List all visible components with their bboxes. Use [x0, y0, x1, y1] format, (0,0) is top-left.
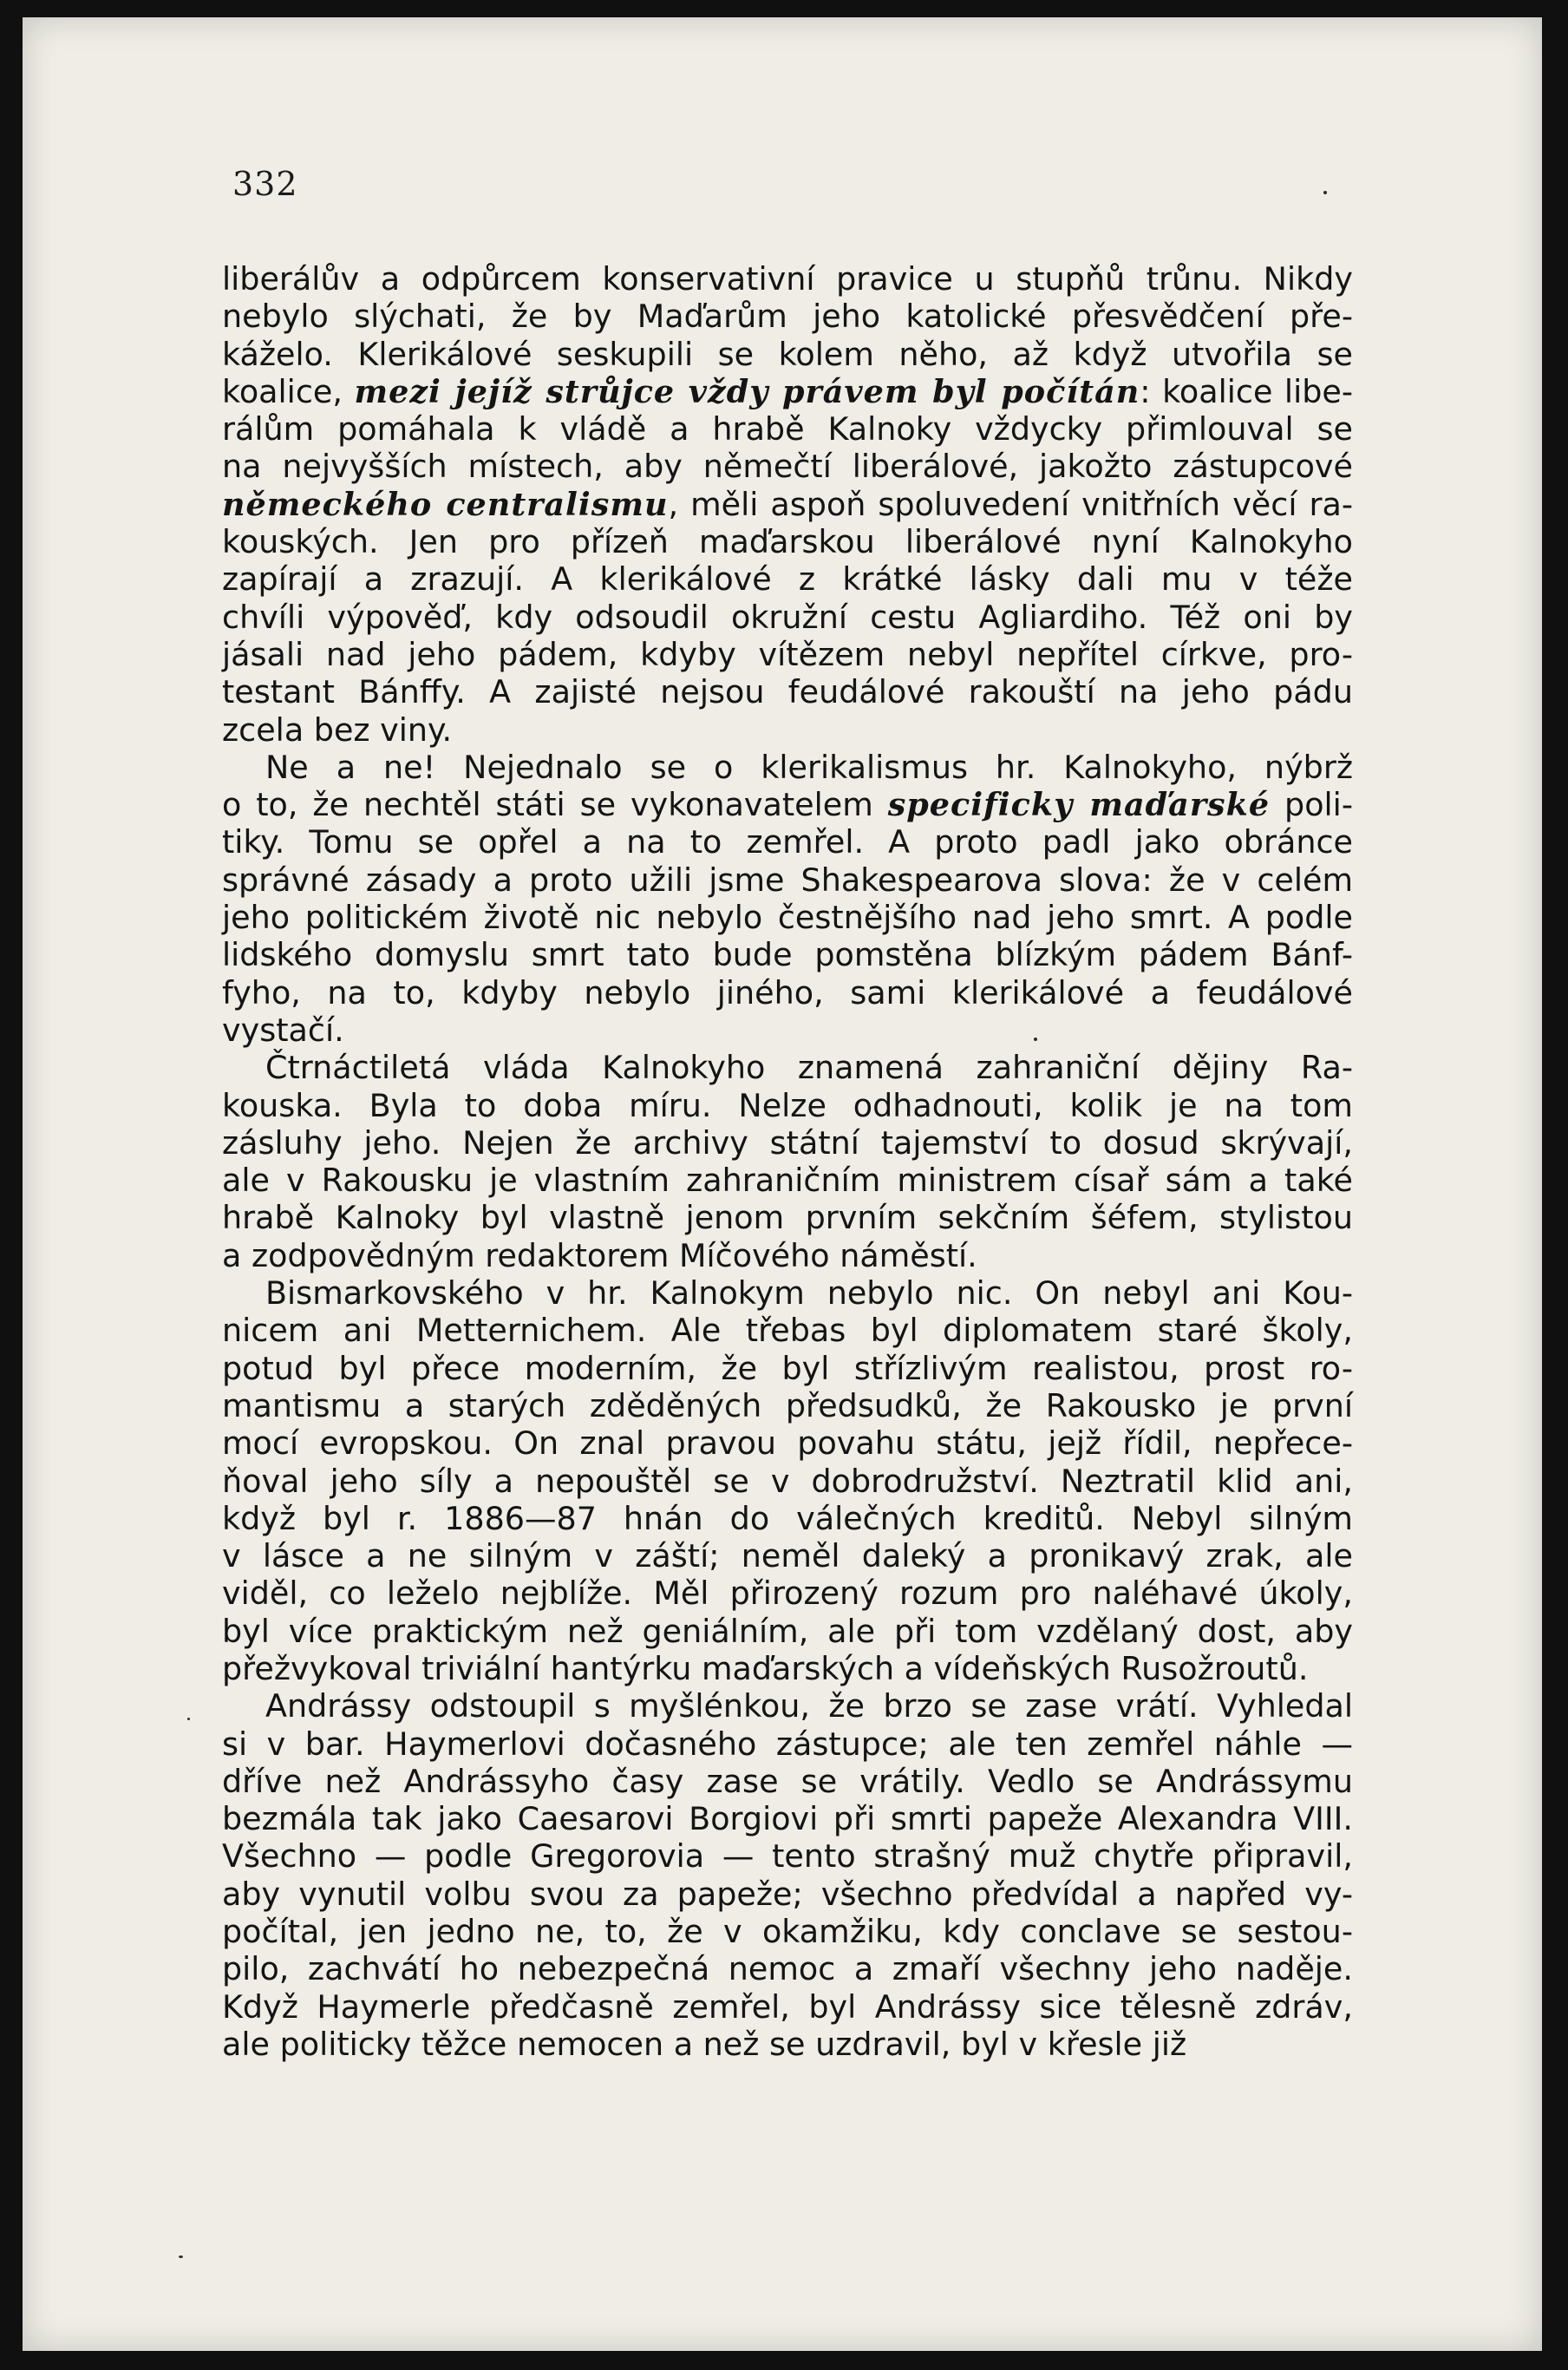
text-segment: : koalice libe- — [1140, 372, 1354, 410]
text-segment: Bismarkovského v hr. Kalnokym nebylo nic. On nebyl ani Kou- — [265, 1274, 1353, 1313]
text-line — [222, 1463, 1353, 1500]
text-segment: poli- — [1270, 786, 1353, 824]
text-segment: jeho politickém životě nic nebylo čestnějšího nad jeho smrt. A podle — [222, 899, 1353, 937]
text-line — [222, 974, 1353, 1012]
text-line — [222, 1350, 1353, 1387]
text-segment: viděl, co leželo nejblíže. Měl přirozený rozum pro naléhavé úkoly, — [222, 1575, 1353, 1613]
text-segment: v lásce a ne silným v záští; neměl daleký a pronikavý zrak, ale — [222, 1537, 1353, 1575]
text-segment: testant Bánffy. A zajisté nejsou feudálové rakouští na jeho pádu — [222, 673, 1353, 711]
paragraph — [222, 260, 1353, 749]
text-segment: chvíli výpověď, kdy odsoudil okružní cestu Agliardiho. Též oni by — [222, 598, 1353, 636]
paragraph — [222, 1274, 1353, 1687]
text-segment: přežvykoval triviální hantýrku maďarských a vídeňských Rusožroutů. — [222, 1649, 1309, 1687]
text-line — [222, 1387, 1353, 1424]
text-line — [222, 673, 1353, 710]
text-line — [222, 1988, 1353, 2026]
text-line — [222, 1424, 1353, 1462]
text-line — [222, 2026, 1353, 2063]
text-line — [222, 1687, 1353, 1725]
text-line — [222, 1049, 1353, 1086]
text-segment: když byl r. 1886—87 hnán do válečných kreditů. Nebyl silným — [222, 1499, 1353, 1537]
text-line — [222, 1237, 1353, 1274]
text-line — [222, 410, 1353, 448]
emphasized-text: mezi jejíž strůjce vždy právem byl počítán — [354, 372, 1140, 410]
text-segment: kouska. Byla to doba míru. Nelze odhadnouti, kolik je na tom — [222, 1086, 1353, 1124]
text-line — [222, 1725, 1353, 1763]
text-line — [222, 373, 1353, 410]
text-line — [222, 899, 1353, 936]
text-line — [222, 1162, 1353, 1199]
text-segment: na nejvyšších místech, aby němečtí liberálové, jakožto zástupcové — [222, 448, 1353, 486]
text-line — [222, 1763, 1353, 1800]
text-line — [222, 1012, 1353, 1049]
body-text — [222, 260, 1353, 2063]
text-segment: mocí evropskou. On znal pravou povahu státu, jejž řídil, nepřece- — [222, 1424, 1353, 1463]
text-segment: byl více praktickým než geniálním, ale při tom vzdělaný dost, aby — [222, 1612, 1353, 1650]
text-segment: potud byl přece moderním, že byl střízlivým realistou, prost ro- — [222, 1349, 1353, 1387]
text-segment: hrabě Kalnoky byl vlastně jenom prvním sekčním šéfem, stylistou — [222, 1199, 1353, 1237]
scan-speck — [179, 2255, 183, 2258]
text-line — [222, 599, 1353, 636]
text-segment: dříve než Andrássyho časy zase se vrátily. Vedlo se Andrássymu — [222, 1762, 1353, 1800]
paragraph — [222, 749, 1353, 1049]
text-line — [222, 1199, 1353, 1236]
scan-speck — [187, 1718, 190, 1720]
text-segment: nicem ani Metternichem. Ale třebas byl diplomatem staré školy, — [222, 1312, 1353, 1350]
paragraph — [222, 1687, 1353, 2063]
text-line — [222, 1876, 1353, 1913]
text-segment: zásluhy jeho. Nejen že archivy státní tajemství to dosud skrývají, — [222, 1123, 1353, 1162]
text-segment: fyho, na to, kdyby nebylo jiného, sami klerikálové a feudálové — [222, 973, 1353, 1012]
text-segment: jásali nad jeho pádem, kdyby vítězem nebyl nepřítel církve, pro- — [222, 635, 1353, 673]
text-segment: , měli aspoň spoluvedení vnitřních věcí ra- — [668, 485, 1354, 523]
text-segment: pilo, zachvátí ho nebezpečná nemoc a zmaří všechny jeho naděje. — [222, 1950, 1353, 1988]
text-segment: bezmála tak jako Caesarovi Borgiovi při smrti papeže Alexandra VIII. — [222, 1800, 1353, 1838]
paragraph — [222, 1049, 1353, 1274]
text-line — [222, 298, 1353, 335]
text-segment: zapírají a zrazují. A klerikálové z krátké lásky dali mu v téže — [222, 560, 1353, 599]
text-segment: aby vynutil volbu svou za papeže; všechno předvídal a napřed vy- — [222, 1875, 1353, 1913]
text-segment: nebylo slýchati, že by Maďarům jeho katolické přesvědčení pře- — [222, 298, 1353, 336]
text-line — [222, 1950, 1353, 1987]
emphasized-text: německého centralismu — [222, 485, 669, 523]
text-line — [222, 1500, 1353, 1537]
text-line — [222, 1274, 1353, 1312]
text-line — [222, 1312, 1353, 1349]
text-line — [222, 823, 1353, 861]
text-line — [222, 1537, 1353, 1575]
text-segment: si v bar. Haymerlovi dočasného zástupce; ale ten zemřel náhle — — [222, 1725, 1353, 1763]
text-line — [222, 749, 1353, 786]
text-segment: vystačí. — [222, 1011, 344, 1049]
text-line — [222, 1124, 1353, 1162]
text-line — [222, 1837, 1353, 1875]
emphasized-text: specificky maďarské — [887, 786, 1271, 824]
text-segment: o to, že nechtěl státi se vykonavatelem — [222, 786, 888, 824]
text-segment: ale v Rakousku je vlastním zahraničním ministrem císař sám a také — [222, 1162, 1353, 1200]
text-line — [222, 1087, 1353, 1124]
text-segment: liberálův a odpůrcem konservativní pravice u stupňů trůnu. Nikdy — [222, 260, 1353, 298]
text-segment: Čtrnáctiletá vláda Kalnokyho znamená zahraniční dějiny Ra- — [265, 1049, 1353, 1087]
text-line — [222, 711, 1353, 749]
text-line — [222, 560, 1353, 598]
text-line — [222, 786, 1353, 823]
text-segment: tiky. Tomu se opřel a na to zemřel. A proto padl jako obránce — [222, 823, 1353, 861]
scan-speck — [1323, 191, 1327, 194]
text-segment: počítal, jen jedno ne, to, že v okamžiku, kdy conclave se sestou- — [222, 1913, 1353, 1951]
text-line — [222, 1575, 1353, 1612]
text-line — [222, 1613, 1353, 1650]
text-segment: správné zásady a proto užili jsme Shakespearova slova: že v celém — [222, 861, 1353, 899]
text-line — [222, 260, 1353, 298]
text-segment: lidského domyslu smrt tato bude pomstěna blízkým pádem Bánf- — [222, 936, 1353, 974]
text-line — [222, 523, 1353, 560]
text-segment: Když Haymerle předčasně zemřel, byl Andrássy sice tělesně zdráv, — [222, 1987, 1353, 2026]
text-segment: koalice, — [222, 372, 355, 410]
text-line — [222, 336, 1353, 373]
text-segment: Ne a ne! Nejednalo se o klerikalismus hr. Kalnokyho, nýbrž — [265, 748, 1353, 786]
text-segment: Všechno — podle Gregorovia — tento strašný muž chytře připravil, — [222, 1837, 1353, 1876]
text-segment: ňoval jeho síly a nepouštěl se v dobrodružství. Neztratil klid ani, — [222, 1462, 1353, 1500]
text-segment: zcela bez viny. — [222, 710, 453, 749]
page-number: 332 — [232, 165, 298, 203]
text-segment: káželo. Klerikálové seskupili se kolem něho, až když utvořila se — [222, 335, 1353, 373]
text-line — [222, 1913, 1353, 1950]
text-segment: mantismu a starých zděděných předsudků, že Rakousko je první — [222, 1386, 1353, 1424]
text-line — [222, 448, 1353, 485]
text-segment: ale politicky těžce nemocen a než se uzdravil, byl v křesle již — [222, 2025, 1187, 2063]
text-line — [222, 861, 1353, 899]
text-line — [222, 1800, 1353, 1837]
text-segment: a zodpovědným redaktorem Míčového náměstí. — [222, 1236, 977, 1274]
text-segment: kouských. Jen pro přízeň maďarskou liberálové nyní Kalnokyho — [222, 523, 1353, 561]
text-line — [222, 486, 1353, 523]
text-segment: rálům pomáhala k vládě a hrabě Kalnoky vždycky přimlouval se — [222, 410, 1353, 448]
text-segment: Andrássy odstoupil s myšlénkou, že brzo se zase vrátí. Vyhledal — [265, 1687, 1353, 1725]
text-line — [222, 936, 1353, 973]
text-line — [222, 636, 1353, 673]
text-line — [222, 1650, 1353, 1687]
